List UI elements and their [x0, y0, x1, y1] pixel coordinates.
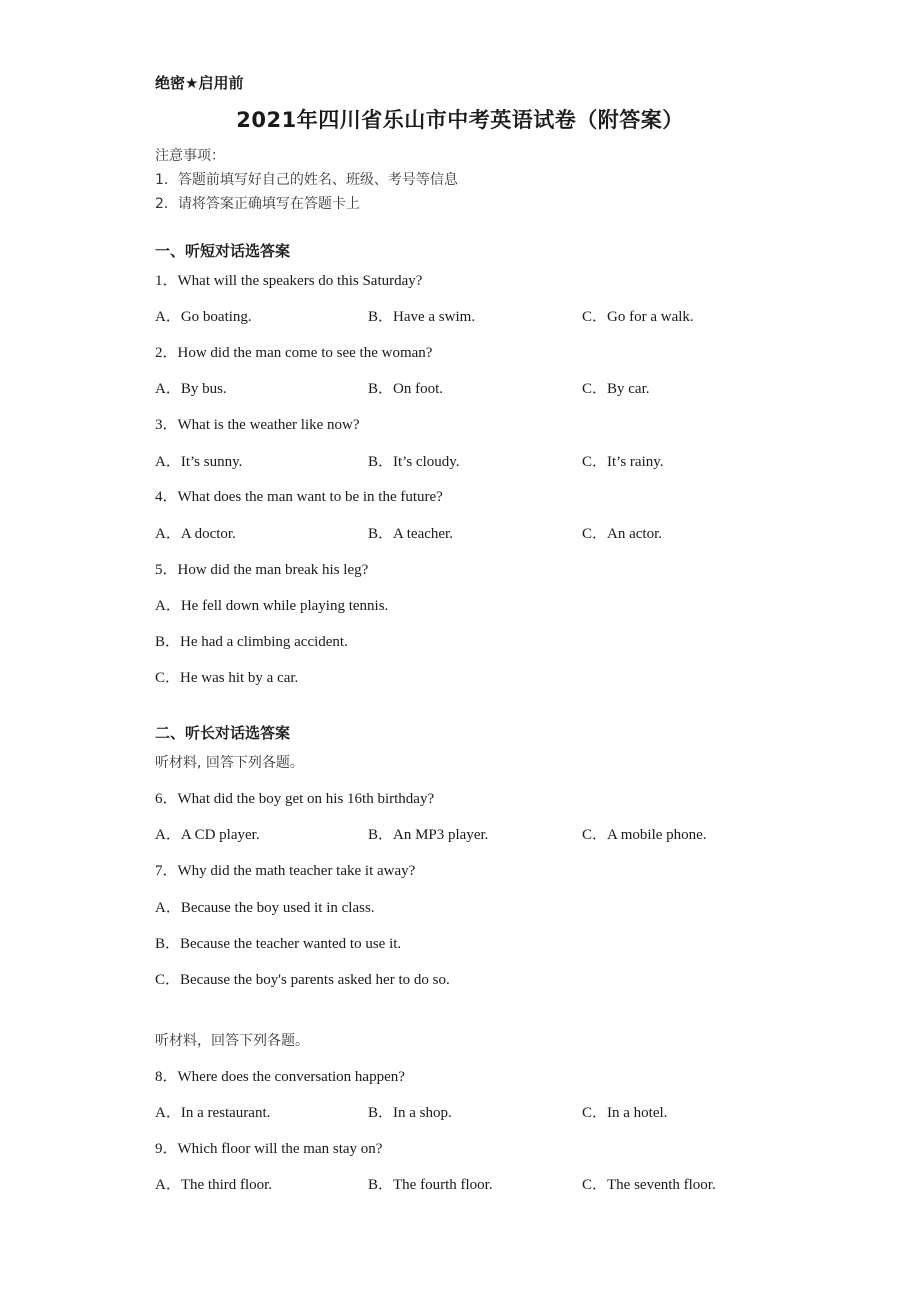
- q9-option-b: B．The fourth floor.: [368, 1177, 493, 1193]
- q4-option-a: A．A doctor.: [155, 526, 236, 542]
- notice-heading: 注意事项：: [155, 148, 225, 164]
- q1-option-c: C．Go for a walk.: [582, 309, 694, 325]
- q7-option-a: A．Because the boy used it in class.: [155, 900, 375, 916]
- q6-option-b: B．An MP3 player.: [368, 827, 489, 843]
- q8-option-c: C．In a hotel.: [582, 1105, 668, 1121]
- question-3: 3．What is the weather like now?: [155, 417, 360, 433]
- question-9: 9．Which floor will the man stay on?: [155, 1141, 383, 1157]
- group-1-instruction: 听材料, 回答下列各题。: [155, 755, 304, 771]
- q4-option-b: B．A teacher.: [368, 526, 453, 542]
- q5-option-c: C．He was hit by a car.: [155, 670, 299, 686]
- question-8: 8．Where does the conversation happen?: [155, 1069, 405, 1085]
- notice-item-2: 2．请将答案正确填写在答题卡上: [155, 196, 360, 212]
- q8-option-b: B．In a shop.: [368, 1105, 452, 1121]
- q1-option-b: B．Have a swim.: [368, 309, 476, 325]
- group-2-instruction: 听材料，回答下列各题。: [155, 1033, 309, 1049]
- q2-option-c: C．By car.: [582, 381, 650, 397]
- q5-option-b: B．He had a climbing accident.: [155, 634, 348, 650]
- q6-option-a: A．A CD player.: [155, 827, 260, 843]
- question-6: 6．What did the boy get on his 16th birthday?: [155, 791, 435, 807]
- question-2: 2．How did the man come to see the woman?: [155, 345, 433, 361]
- secret-label: 绝密★启用前: [155, 74, 244, 92]
- q4-option-c: C．An actor.: [582, 526, 662, 542]
- q3-option-b: B．It’s cloudy.: [368, 454, 460, 470]
- q7-option-c: C．Because the boy's parents asked her to do so.: [155, 972, 450, 988]
- q1-option-a: A．Go boating.: [155, 309, 252, 325]
- q2-option-a: A．By bus.: [155, 381, 227, 397]
- section-2-heading: 二、听长对话选答案: [155, 724, 291, 742]
- question-7: 7．Why did the math teacher take it away?: [155, 863, 416, 879]
- q9-option-c: C．The seventh floor.: [582, 1177, 716, 1193]
- q3-option-a: A．It’s sunny.: [155, 454, 243, 470]
- question-1: 1．What will the speakers do this Saturday?: [155, 273, 423, 289]
- q7-option-b: B．Because the teacher wanted to use it.: [155, 936, 402, 952]
- q5-option-a: A．He fell down while playing tennis.: [155, 598, 389, 614]
- page-title: 2021年四川省乐山市中考英语试卷（附答案）: [236, 108, 684, 132]
- question-4: 4．What does the man want to be in the future?: [155, 489, 443, 505]
- q6-option-c: C．A mobile phone.: [582, 827, 707, 843]
- section-1-heading: 一、听短对话选答案: [155, 242, 291, 260]
- q2-option-b: B．On foot.: [368, 381, 444, 397]
- question-5: 5．How did the man break his leg?: [155, 562, 369, 578]
- q8-option-a: A．In a restaurant.: [155, 1105, 271, 1121]
- notice-item-1: 1．答题前填写好自己的姓名、班级、考号等信息: [155, 172, 458, 188]
- q3-option-c: C．It’s rainy.: [582, 454, 664, 470]
- q9-option-a: A．The third floor.: [155, 1177, 273, 1193]
